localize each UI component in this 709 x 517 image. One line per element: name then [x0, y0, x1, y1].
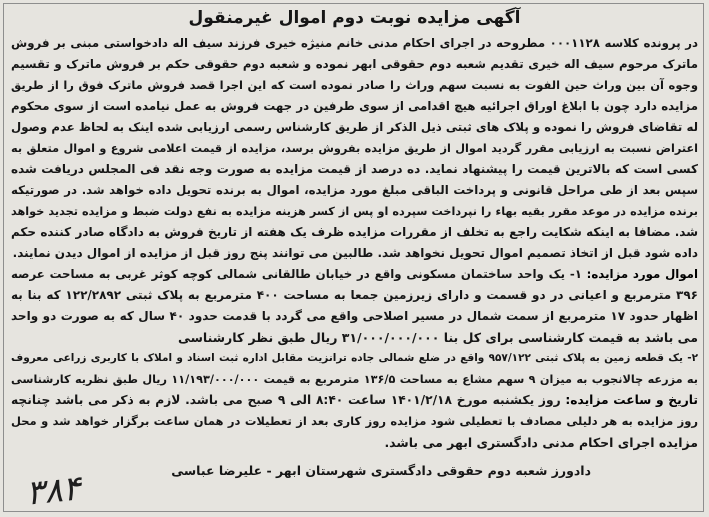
handwritten-note: ۳۸۴: [24, 468, 83, 514]
notice-line: روز مزایده به هر دلیلی مصادف با تعطیلی شود مزایده روز کاری بعد از تعطیلات در همان ساعت برگزار خواهد شد و محل: [11, 414, 698, 428]
notice-line: مزایده دارد چون با ابلاغ اوراق اجرائیه هیچ اقدامی از سوی طرفین در جهت فروش به عمل نیامده است از سوی محکوم: [11, 99, 698, 113]
notice-title: آگهی مزایده نوبت دوم اموال غیرمنقول: [188, 8, 521, 28]
notice-line: سپس بعد از طی مراحل قانونی و پرداخت الباقی مبلغ مورد مزایده، اموال به برنده تحویل داده خواهد شد. در صورتیکه: [11, 183, 698, 197]
notice-line: کسی است که بالاترین قیمت را پیشنهاد نماید. ده درصد از قیمت مزایده به صورت وجه نقد فی المجلس دریافت شده: [11, 162, 698, 176]
notice-line: اظهار حدود ۱۷ مترمربع از سمت شمال در مسیر اصلاحی واقع می گردد با قدمت حدود ۴۰ سال که به صورت دو واحد: [11, 309, 698, 323]
notice-line-text: روز یکشنبه مورخ ۱۴۰۱/۲/۱۸ ساعت ۸:۴۰ الی ۹ صبح می باشد. لازم به ذکر می باشد چنانچه: [11, 393, 561, 407]
notice-line-properties: [11, 264, 698, 285]
notice-line: ماترک مرحوم سیف اله خیری تقدیم شعبه دوم حقوقی ابهر نموده و شعبه دوم حقوقی حکم بر فروش ماترک و تقسیم: [11, 57, 698, 71]
notice-line: ۲- یک قطعه زمین به پلاک ثبتی ۹۵۷/۱۲۲ واقع در ضلع شمالی جاده ترانزیت مقابل اداره ثبت اسناد و املاک با کاربری زراعی معروف: [11, 352, 698, 364]
notice-line: در پرونده کلاسه ۰۰۰۱۱۲۸ مطروحه در اجرای احکام مدنی خانم منیژه خیری فرزند سیف اله دادخواستی مبنی بر فروش: [11, 36, 698, 50]
notice-line: برنده مزایده در موعد مقرر بقیه بهاء را نپرداخت سپرده او پس از کسر هزینه مزایده به نفع دولت ضبط و مزایده تجدید خواهد: [11, 205, 698, 218]
signature-line: دادورز شعبه دوم حقوقی دادگستری شهرستان ابهر - علیرضا عباسی: [171, 463, 591, 478]
notice-body: [11, 33, 698, 453]
section-label-date-time: تاریخ و ساعت مزایده:: [565, 393, 698, 407]
notice-line-text: ۱- یک واحد ساختمان مسکونی واقع در خیابان طالقانی شمالی کوچه کوثر غربی به مساحت عرصه: [11, 267, 582, 281]
notice-line: له تقاضای فروش را نموده و پلاک های ثبتی ذیل الذکر از طریق کارشناس رسمی ارزیابی شده اینک به لحاظ عدم وصول: [11, 120, 698, 134]
notice-line-date-time: [11, 390, 698, 411]
notice-line: به مزرعه چالانجوب به میزان ۹ سهم مشاع به مساحت ۱۳۶/۵ مترمربع به قیمت ۱۱/۱۹۳/۰۰۰/۰۰۰ ریال طبق نظریه کارشناسی: [11, 373, 698, 386]
notice-line: شد. مضافا به اینکه شکایت راجع به تخلف از مقررات مزایده ظرف یک هفته از تاریخ فروش به دادگاه صادر کننده حکم: [11, 225, 698, 239]
section-label-properties: اموال مورد مزایده:: [586, 267, 698, 281]
notice-line: وجوه آن بین وراث حین الفوت به نسبت سهم وراث را صادر نموده است که این اجرا قصد فروش ماترک فوق را از طریق: [11, 78, 698, 92]
notice-line: مزایده اجرای احکام مدنی دادگستری ابهر می باشد.: [384, 435, 698, 450]
notice-line: داده شود قبل از اتخاذ تصمیم اموال تحویل نخواهد شد. طالبین می توانند پنج روز قبل از مزایده از اموال دیدن نمایند.: [12, 246, 698, 260]
notice-line: اعتراض نسبت به ارزیابی مقرر گردید اموال از طریق مزایده بفروش برسد، مزایده از قیمت اعلامی شروع و اموال متعلق به: [11, 142, 698, 155]
notice-line: می باشد به قیمت کارشناسی برای کل بنا ۳۱/۰۰۰/۰۰۰/۰۰۰ ریال طبق نظر کارشناسی: [177, 330, 698, 345]
notice-line: ۳۹۶ مترمربع و اعیانی در دو قسمت و دارای زیرزمین جمعا به مساحت ۴۰۰ مترمربع به پلاک ثبتی ۱۲۲/۲۸۹۲ که بنا به: [11, 288, 698, 302]
